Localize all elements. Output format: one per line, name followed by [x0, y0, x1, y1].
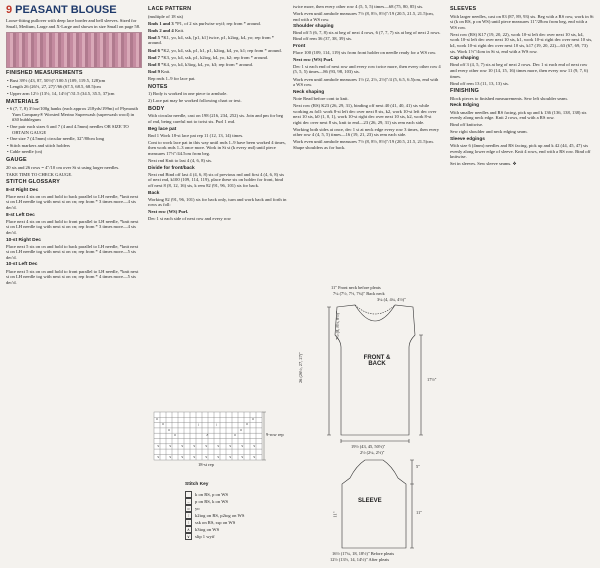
glossary-heading: STITCH GLOSSARY [6, 179, 61, 186]
finished-heading: FINISHED MEASUREMENTS [6, 70, 83, 77]
lace-row-text: *K3, yo, k4, ssk, p1, k2tog, k4, yo, k2; rep from * around. [161, 54, 269, 60]
stitch-key-row [185, 498, 295, 505]
schematic-body-length: 17½" [427, 377, 437, 382]
intro-text: Loose-fitting pullover with deep lace border and bell sleeves. Sized for Small, Medium, Large and X-Large and shown in size Small on page 58. [6, 18, 141, 29]
sleeve-cap-measure: 5" [416, 464, 420, 469]
gauge-note: TAKE TIME TO CHECK GAUGE. [6, 171, 73, 177]
pattern-title [6, 4, 142, 16]
pattern-number: 9 [6, 4, 13, 16]
lace-chart-grid [148, 410, 288, 470]
column-1 [6, 4, 142, 287]
materials-item: • 6 (7, 7, 8) 3½oz/100g hanks (each approx 218yds/199m) of Plymouth Yarn Company® Worsted Merino Superwash (superwash wool) in #30 bubblegum [7, 106, 138, 123]
svg-text:∨: ∨ [217, 444, 220, 448]
stitch-key-label: ssk on RS, ssp on WS [195, 519, 236, 525]
sleeves-heading: SLEEVES [450, 6, 477, 12]
lace-chart [148, 410, 288, 470]
lace-row-label: Rnd 5 [148, 34, 160, 40]
sleeves-para: Bind off rem 13 (11, 13, 13) sts. [450, 80, 509, 86]
finished-item: • Length 26 (26½, 27, 27)"/66 (67.5, 68.5, 68.5)cm [7, 84, 101, 90]
lace-row-label: Rnd 9 [148, 68, 160, 74]
finishing-subhead: Sleeve edgings [450, 136, 485, 142]
notes-heading: NOTES [148, 83, 168, 90]
svg-text:o: o [174, 433, 176, 437]
sleeve-bottom-measure: 16½ (17¼, 18, 18½)" Before pleats [332, 551, 395, 556]
materials-item: • One size 7 (4.5mm) circular needle, 32"/80cm long [7, 136, 105, 142]
finishing-para: Block pieces to finished measurements. Sew left shoulder seam. [450, 95, 568, 101]
svg-text:∨: ∨ [181, 455, 184, 459]
col3-para: Place 100 (109, 114, 119) sts from front holder on needle ready for a WS row. [293, 49, 437, 55]
body-para: Cont to work lace pat in this way until rnds 1–9 have been worked 4 times, then work rnds 1–3 once more. Work in St st (k every rnd) until piece measures 17½"/44.5cm from beg. [148, 139, 286, 156]
materials-item: • One pair each sizes 6 and 7 (4 and 4.5mm) needles OR SIZE TO OBTAIN GAUGE [7, 123, 129, 135]
col3-subhead: Shoulder shaping [293, 24, 334, 30]
body-para: With circular needle, cast on 198 (216, 234, 252) sts. Join and pm for beg of rnd, being careful not to twist sts. Purl 1 rnd. [148, 113, 284, 124]
body-para: Next row (WS) Purl. [148, 209, 189, 215]
finished-list [6, 78, 142, 97]
finishing-heading: FINISHING [450, 88, 480, 95]
lace-chart-rep-label: 18-st rep [198, 462, 214, 467]
lace-row-text: Rep rnds 1–9 for lace pat. [148, 75, 196, 81]
finished-item: • Upper arm 12½ (13½, 14, 14½)"/31.5 (34.5, 35.5, 37)cm [7, 90, 115, 96]
lace-heading: LACE PATTERN [148, 6, 192, 12]
col3-subhead: Neck shaping [293, 89, 325, 95]
col3-para: twice more, then every other row 4 (5, 5, 5) times—68 (75, 80, 85) sts. [293, 4, 424, 9]
lace-row [148, 48, 288, 54]
body-para: Working 82 (91, 96, 101) sts for back only, turn and work back and forth in rows as foll: [148, 196, 287, 208]
column-2 [148, 4, 288, 224]
stitch-symbol: – [185, 498, 192, 505]
stitch-symbol [185, 491, 192, 498]
stitch-key-label: k on RS, p on WS [195, 491, 229, 497]
lace-row [148, 69, 288, 75]
lace-chart-rows-label: 9-row rep [266, 432, 284, 437]
lace-row-label: Rnd 7 [148, 54, 160, 60]
stitch-key-row [185, 533, 295, 540]
schematic-width: 19½ (43, 45, 50½)" [351, 444, 386, 449]
sleeves-para: Bind off 3 (4, 5, 7) sts at beg of next 2 rows. Dec 1 st each end of next row and every other row 10 (14, 15, 16) times more, then every row 11 (9, 7, 6) times. [450, 62, 588, 79]
gauge-heading: GAUGE [6, 156, 27, 163]
lace-photo-band [6, 32, 142, 68]
body-para: Next rnd Bind off last 4 (4, 6, 8) sts of previous rnd and first 4 (4, 6, 8) sts of next rnd, k100 (109, 114, 119), place these sts on holder for front, bind off next 8 (8, 12, 16) sts, k rem 82 (91, 96, 101) sts for back. [148, 171, 285, 188]
col3-para: Working both sides at once, dec 1 st at neck edge every row 3 times, then every other row 4 (4, 5, 5) times—16 (19, 21, 23) sts rem each side. [293, 126, 440, 138]
lace-row-text: *K2, yo, k4, ssk, p1, k1, p1, k2tog, k4, yo, k1; rep from * around. [161, 47, 282, 53]
col3-subhead: Front [293, 43, 306, 49]
sleeves-para: With larger needles, cast on 83 (87, 89, 93) sts. Beg with a RS row, work in St st (k on RS, p on WS) until piece measures 11"/28cm from beg, end with a WS row. [450, 13, 594, 30]
body-para: Rnd 1 Work 18-st lace pat rep 11 (12, 13, 14) times. [148, 132, 244, 138]
stitch-key-row [185, 512, 295, 519]
svg-text:∨: ∨ [157, 444, 160, 448]
body-subhead: Divide for front/back [148, 165, 195, 171]
svg-text:∨: ∨ [193, 455, 196, 459]
finished-item: • Bust 39½ (43, 87, 50½)"/100.5 (109, 119.5, 128)cm [7, 77, 106, 83]
glossary-entry-name: 10-st Left Dec [6, 262, 38, 268]
svg-text:∨: ∨ [169, 455, 172, 459]
materials-heading: MATERIALS [6, 98, 39, 105]
lace-row [148, 55, 288, 61]
sleeve-schematic [320, 450, 440, 565]
schematic-front-label: FRONT & BACK [363, 355, 391, 367]
stitch-key-heading: Stitch Key [185, 482, 209, 487]
stitch-key-label: yo [195, 505, 200, 511]
sleeve-top-measure: 2½ (2¼, 2½)" [360, 450, 385, 455]
body-subhead: Back [148, 190, 160, 196]
col3-para: Bind off 5 (6, 7, 8) sts at beg of next 4 rows, 6 (7, 7, 7) sts at beg of next 2 rows. Bind off rem 36 (37, 38, 39) sts. [293, 30, 441, 41]
lace-row [148, 76, 288, 82]
schematic-length: 26 (26½, 27, 27)" [298, 351, 304, 384]
lace-row-text: *K4, yo, k4, k3tog, k4, yo, k3; rep from * around. [161, 61, 254, 67]
lace-row [148, 62, 288, 68]
stitch-symbol: \ [185, 519, 192, 526]
schematic-top-measure-2: 7¼ (7½, 7½, 7¾)" Back neck [333, 291, 385, 296]
pattern-name: PEASANT BLOUSE [15, 4, 117, 16]
schematic-shoulder: 3¼ (4, 4¼, 4½)" [377, 297, 406, 302]
col3-para: Dec 1 st each end of next row and every row twice more, then every other row 4 (5, 5, 5) times—86 (93, 98, 103) sts. [293, 63, 441, 75]
svg-text:∨: ∨ [181, 444, 184, 448]
col3-para: Next row (WS) Purl. [293, 56, 334, 62]
sleeve-upper-measure: 11" [332, 511, 338, 518]
body-heading: BODY [148, 105, 165, 112]
sleeve-label: SLEEVE [358, 498, 382, 504]
sleeve-length-measure: 11" [416, 510, 423, 515]
sleeves-subhead: Cap shaping [450, 56, 479, 62]
front-back-schematic [298, 285, 455, 450]
col3-para: Next row (RS) K23 (26, 29, 31), binding off next 40 (41, 40, 41) sts while working as foll: work 8-st left dec over next 8 sts, k2, work 10-st left dec over next 10 sts, k0 (1, 0, 1), work 10-st right dec over next 10 sts, k2, work 8-st right dec over next 8 sts, knit to end—23 (26, 29, 31) sts rem each side. [293, 102, 437, 125]
svg-text:∨: ∨ [253, 455, 256, 459]
glossary-entry-name: 8-st Left Dec [6, 212, 35, 218]
stitch-key-label: slip 1 wyif [195, 533, 215, 539]
glossary-entry-name: 8-st Right Dec [6, 187, 39, 193]
materials-item: • Stitch markers and stitch holders [7, 142, 70, 148]
stitch-key-label: p on RS, k on WS [195, 498, 229, 504]
sleeve-outline [320, 456, 440, 556]
svg-text:∨: ∨ [157, 455, 160, 459]
front-back-outline [305, 297, 455, 447]
svg-text:o: o [246, 422, 248, 426]
stitch-key [185, 480, 295, 540]
svg-text:∨: ∨ [253, 444, 256, 448]
materials-item: • Cable needle (cn) [7, 149, 43, 155]
lace-row-label: Rnds 2 and 4 [148, 27, 174, 33]
column-4 [450, 4, 594, 168]
glossary-entry-text: Place next 5 sts on cn and hold to back parallel to LH needle, *knit next st on LH needle tog with next st on cn; rep from * 4 times more—5 sts dec'd. [6, 243, 139, 260]
stitch-symbol: ∧ [185, 526, 192, 533]
body-para: Next rnd Knit to last 4 (4, 6, 8) sts. [148, 158, 213, 164]
svg-text:∨: ∨ [229, 455, 232, 459]
lace-row-text: *K1, yo, k4, ssk, [p1, k1] twice, p1, k2tog, k4, yo; rep from * around. [148, 34, 275, 46]
svg-text:o: o [162, 422, 164, 426]
lace-row [148, 21, 288, 27]
lace-row-label: Rnds 1 and 3 [148, 20, 174, 26]
lace-row-text: *P1, of 2 sts purlwise wyif; rep from * around. [174, 20, 261, 26]
svg-text:\: \ [198, 423, 199, 427]
svg-text:∨: ∨ [205, 444, 208, 448]
glossary-entry-text: Place next 4 sts on cn and hold to front parallel to LH needle, *knit next st on LH needle tog with next st on cn; rep from * 3 times more—4 sts dec'd. [6, 218, 139, 235]
finishing-para: With size 6 (4mm) needles and RS facing, pick up and k 42 (44, 45, 47) sts evenly along lower edge of sleeve. Knit 4 rows, end with a RS row. Bind off knitwise. [450, 142, 591, 160]
lace-row [148, 35, 288, 46]
col3-para: Work even until armhole measures 1½ (2, 2½, 2½)"/4 (5, 6.5, 6.5)cm, end with a WS row. [293, 76, 439, 88]
stitch-key-row [185, 526, 295, 533]
glossary-entry-name: 10-st Right Dec [6, 237, 41, 243]
svg-text:/: / [216, 423, 217, 427]
lace-row-label: Rnd 8 [148, 61, 160, 67]
svg-text:∨: ∨ [241, 455, 244, 459]
body-para: Dec 1 st each side of next row and every row [148, 216, 231, 222]
glossary-entry-text: Place next 4 sts on cn and hold to back parallel to LH needle, *knit next st on LH needle tog with next st on cn; rep from * 3 times more—4 sts dec'd. [6, 193, 139, 211]
svg-text:∨: ∨ [193, 444, 196, 448]
column-3 [293, 4, 441, 152]
svg-text:∨: ∨ [229, 444, 232, 448]
svg-text:o: o [168, 428, 170, 432]
finishing-subhead: Neck Edging [450, 103, 480, 109]
svg-text:∨: ∨ [205, 455, 208, 459]
schematic-armhole: 7½ (8, 8½, 8½)" [334, 311, 340, 340]
lace-row-label: Rnd 6 [148, 47, 160, 53]
stitch-key-label: k3tog on WS [195, 526, 220, 532]
stitch-symbol: / [185, 512, 192, 519]
schematic-top-measure: 11" Front neck before pleats [331, 285, 381, 290]
col3-para: Work even until armhole measures 7½ (8, 8½, 8½)"/19 (20.5, 21.5, 21.5)cm. Shape shoulders as for back. [293, 139, 434, 151]
svg-text:o: o [156, 417, 158, 421]
stitch-key-row [185, 519, 295, 526]
finishing-para: Bind off knitwise. [450, 122, 484, 128]
body-subhead: Beg lace pat [148, 126, 177, 132]
svg-text:o: o [240, 428, 242, 432]
lace-sub: (multiple of 18 sts) [148, 13, 184, 19]
note-item: 2) Lace pat may be worked following chart or text. [148, 98, 242, 104]
stitch-symbol: o [185, 505, 192, 512]
finishing-para: With smaller needles and RS facing, pick up and k 136 (136, 138, 138) sts evenly along neck edge. Knit 2 rows, end with a RS row. [450, 109, 587, 121]
stitch-key-row [185, 505, 295, 512]
lace-row-text: Knit. [174, 27, 185, 33]
sleeves-para: Next row (RS) K17 (19, 20, 22), work 10-st left dec over next 10 sts, k4, work 10-st left dec over next 10 sts, k1, work 10-st right dec over next 10 sts, k4, work 10-st right dec over next 10 sts, k17 (19, 20, 22)—63 (67, 69, 73) sts. Work 1½"/4cm in St st, end with a WS row. [450, 31, 593, 54]
svg-text:o: o [252, 417, 254, 421]
gauge-text: 20 sts and 26 rows = 4"/10 cm over St st using larger needles. [6, 164, 120, 170]
svg-text:o: o [234, 433, 236, 437]
materials-list [6, 106, 142, 155]
svg-text:∧: ∧ [206, 433, 209, 437]
stitch-symbol: ∨ [185, 533, 192, 540]
sleeve-bottom-measure-2: 12½ (13½, 14, 14½)" After pleats [330, 557, 390, 562]
finishing-para: Set in sleeves. Sew sleeve seams. ❖ [450, 161, 517, 167]
note-item: 1) Body is worked in one piece to armhole. [148, 91, 228, 97]
glossary-entry-text: Place next 5 sts on cn and hold to front parallel to LH needle, *knit next st on LH needle tog with next st on cn; rep from * 4 times more—5 sts dec'd. [6, 268, 139, 285]
stitch-key-row [185, 491, 295, 498]
finishing-para: Sew right shoulder and neck edging seam. [450, 129, 528, 135]
lace-row-text: Knit. [161, 68, 171, 74]
stitch-key-label: k2tog on RS, p2tog on WS [195, 512, 245, 518]
svg-text:∨: ∨ [217, 455, 220, 459]
col3-para: Work even until armhole measures 7½ (8, 8½, 8½)"/19 (20.5, 21.5, 21.5)cm, end with a WS row. [293, 11, 434, 22]
svg-text:∨: ∨ [241, 444, 244, 448]
col3-para: Note Read before cont to knit. [293, 95, 349, 101]
lace-row [148, 28, 288, 34]
svg-text:∨: ∨ [169, 444, 172, 448]
